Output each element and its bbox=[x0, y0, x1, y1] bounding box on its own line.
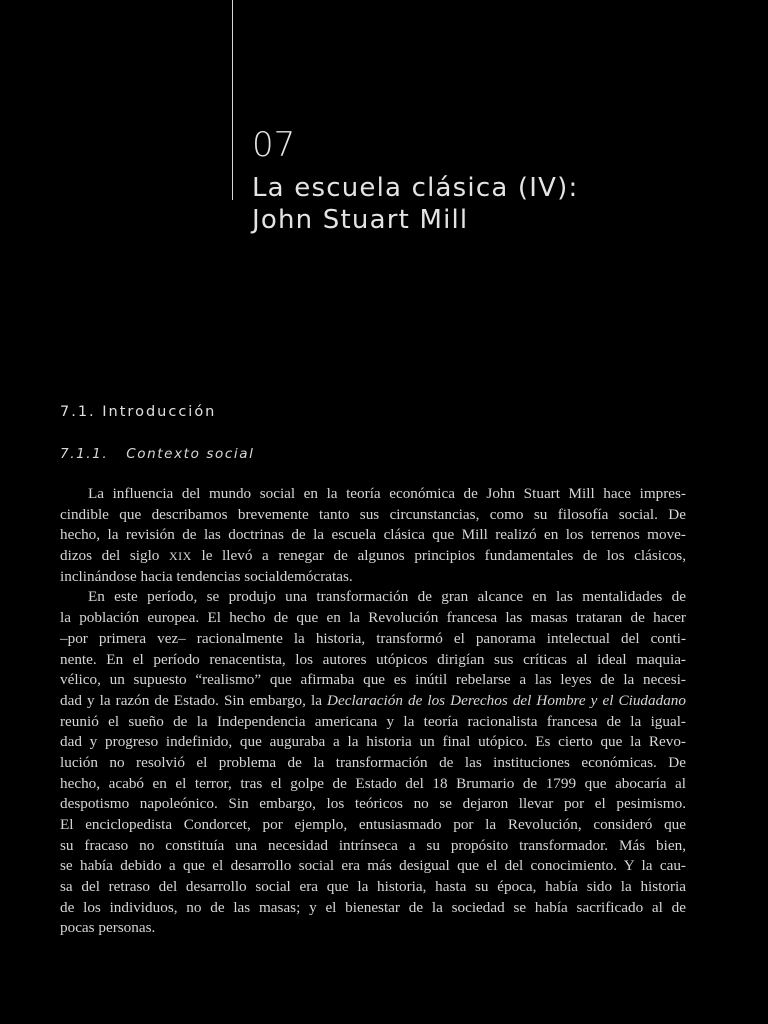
text-line: cindible que describamos brevemente tanto sus circunstancias, como su filosofía social. De bbox=[60, 505, 686, 523]
text-line: hecho, la revisión de las doctrinas de la escuela clásica que Mill realizó en los terrenos move- bbox=[60, 526, 686, 544]
text-fragment: dizos del siglo bbox=[60, 547, 160, 565]
small-caps-century: XIX bbox=[169, 549, 192, 564]
text-line: se había debido a que el desarrollo social era más desigual que el del conocimiento. Y la cau- bbox=[60, 857, 686, 875]
text-line: –por primera vez– racionalmente la historia, transformó el panorama intelectual del conti- bbox=[60, 629, 686, 647]
chapter-title bbox=[252, 172, 578, 236]
text-line: despotismo napoleónico. Sin embargo, los teóricos no se dejaron llevar por el pesimismo. bbox=[60, 795, 686, 813]
text-line: nente. En el período renacentista, los autores utópicos dirigían sus críticas al ideal maquia- bbox=[60, 650, 686, 668]
italic-document-title: Declaración de los Derechos del Hombre y el Ciudadano bbox=[327, 691, 686, 709]
text-line: dad y progreso indefinido, que auguraba a la historia un final utópico. Es cierto que la Revo- bbox=[60, 733, 686, 751]
text-line: hecho, acabó en el terror, tras el golpe de Estado del 18 Brumario de 1799 que abocaría al bbox=[60, 774, 686, 792]
text-line bbox=[60, 546, 686, 567]
text-line: pocas personas. bbox=[60, 919, 156, 937]
section-title: Introducción bbox=[102, 404, 217, 420]
body-text bbox=[60, 484, 686, 939]
text-line: la población europea. El hecho de que en la Revolución francesa las masas trataran de hacer bbox=[60, 609, 686, 627]
text-line: reunió el sueño de la Independencia americana y la teoría racionalista francesa de la igual- bbox=[60, 712, 686, 730]
section-number: 7.1. bbox=[60, 404, 96, 420]
subsection-number: 7.1.1. bbox=[60, 446, 109, 462]
text-line: de los individuos, no de las masas; y el bienestar de la sociedad se había sacrificado al de bbox=[60, 898, 686, 916]
subsection-title: Contexto social bbox=[126, 446, 255, 462]
chapter-title-line: La escuela clásica (IV): bbox=[252, 173, 579, 203]
text-line: El enciclopedista Condorcet, por ejemplo, entusiasmado por la Revolución, consideró que bbox=[60, 816, 686, 833]
text-line: La influencia del mundo social en la teoría económica de John Stuart Mill hace impres- bbox=[88, 485, 686, 502]
text-line: lución no resolvió el problema de la transformación de las instituciones económicas. De bbox=[60, 753, 686, 771]
section-heading bbox=[60, 404, 216, 420]
chapter-divider-line bbox=[232, 0, 233, 200]
chapter-title-line: John Stuart Mill bbox=[252, 205, 469, 235]
text-line: sa del retraso del desarrollo social era que la historia, hasta su época, había sido la historia bbox=[60, 878, 686, 896]
text-fragment: dad y la razón de Estado. Sin embargo, la bbox=[60, 691, 322, 709]
subsection-heading bbox=[60, 446, 254, 462]
text-line: inclinándose hacia tendencias socialdemócratas. bbox=[60, 567, 353, 585]
text-line bbox=[60, 691, 686, 712]
text-line: vélico, un supuesto “realismo” que afirmaba que es inútil rebelarse a las leyes de la necesi- bbox=[60, 671, 686, 689]
text-fragment: le llevó a renegar de algunos principios fundamentales de los clásicos, bbox=[201, 547, 687, 565]
chapter-number: 07 bbox=[252, 125, 296, 165]
text-line: En este período, se produjo una transformación de gran alcance en las mentalidades de bbox=[88, 588, 686, 606]
text-line: su fracaso no constituía una necesidad intrínseca a su propósito transformador. Más bien, bbox=[60, 836, 686, 854]
